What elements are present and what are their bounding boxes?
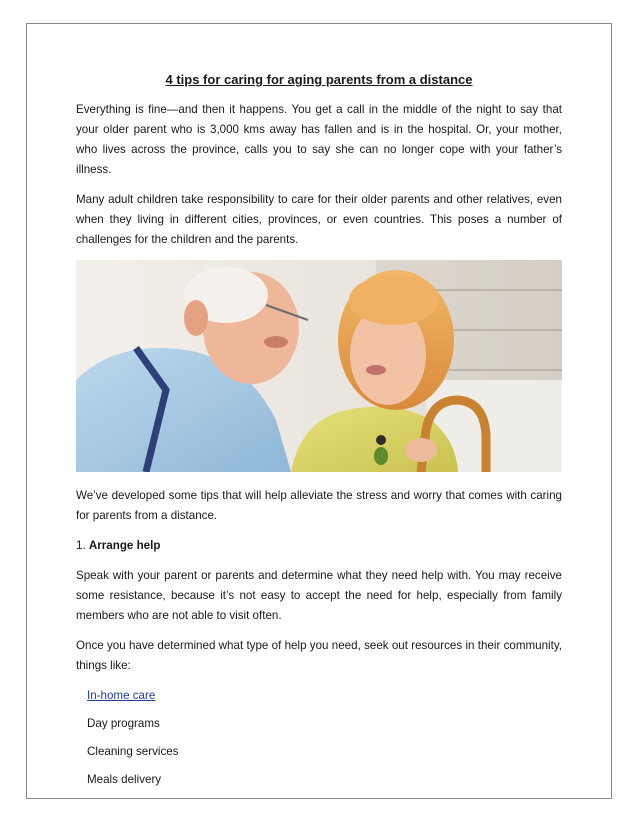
resource-list — [76, 686, 562, 790]
intro-paragraph-2: Many adult children take responsibility to care for their older parents and other relatives, even when they living in different cities, provinces, or even countries. This poses a number of challenges for the children and the parents. — [76, 193, 562, 246]
document-title: 4 tips for caring for aging parents from a distance — [165, 72, 473, 87]
list-item[interactable] — [87, 686, 562, 706]
tips-intro-paragraph: We’ve developed some tips that will help alleviate the stress and worry that comes with caring for parents from a distance. — [76, 489, 562, 522]
elderly-couple-photo — [76, 260, 562, 472]
list-item: Meals delivery — [87, 773, 162, 786]
tip-1-title: Arrange help — [88, 539, 161, 552]
tip-1-heading — [76, 536, 562, 556]
list-item: Cleaning services — [87, 745, 179, 758]
intro-paragraph-1: Everything is fine—and then it happens. You get a call in the middle of the night to say that your older parent who is 3,000 kms away has fallen and is in the hospital. Or, your mother, who lives across the province, calls you to say she can no longer cope with your father’s illness. — [76, 103, 562, 176]
in-home-care-link[interactable]: In-home care — [87, 689, 156, 702]
document-body — [76, 70, 562, 798]
tip-1-paragraph-1: Speak with your parent or parents and determine what they need help with. You may receive some resistance, because it’s not easy to accept the need for help, especially from family members who are not able to visit often. — [76, 569, 562, 622]
tip-1-paragraph-2: Once you have determined what type of help you need, seek out resources in their community, things like: — [76, 639, 562, 672]
tip-1-number: 1. — [76, 539, 86, 552]
list-item: Day programs — [87, 717, 160, 730]
